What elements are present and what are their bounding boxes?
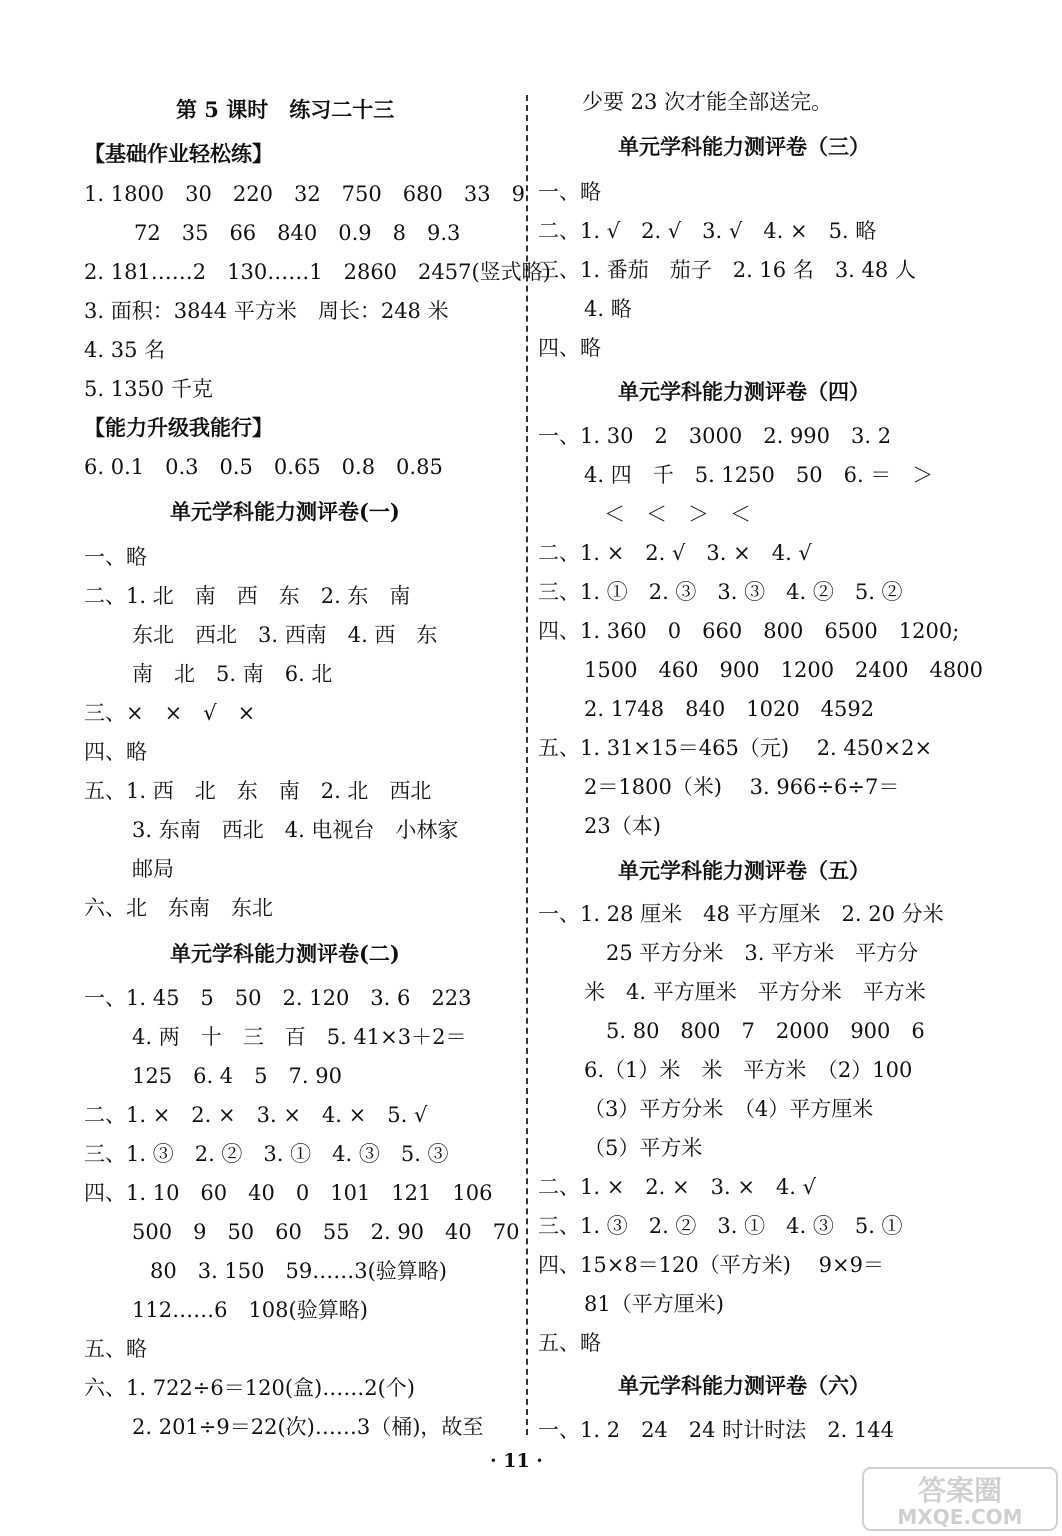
- answer-line: 四、略: [84, 740, 147, 764]
- answer-line: 邮局: [132, 857, 174, 881]
- answer-line: 一、略: [84, 545, 147, 569]
- section-title: 单元学科能力测评卷（三）: [618, 134, 870, 159]
- answer-line: 南 北 5. 南 6. 北: [132, 662, 333, 686]
- answer-line: 四、1. 10 60 40 0 101 121 106: [84, 1181, 493, 1205]
- answer-line: 二、1. × 2. × 3. × 4. × 5. √: [84, 1103, 428, 1127]
- answer-line: 6. 0.1 0.3 0.5 0.65 0.8 0.85: [84, 455, 443, 479]
- section-title: 单元学科能力测评卷（六）: [618, 1373, 870, 1398]
- answer-line: 5. 1350 千克: [84, 377, 213, 401]
- answer-line: 2. 1748 840 1020 4592: [584, 697, 875, 721]
- section-title: 单元学科能力测评卷（四）: [618, 379, 870, 404]
- answer-line: 六、1. 722÷6＝120(盒)……2(个): [84, 1376, 415, 1400]
- answer-line: 二、1. × 2. √ 3. × 4. √: [538, 541, 812, 565]
- answer-line: 四、1. 360 0 660 800 6500 1200;: [538, 619, 960, 643]
- answer-line: ＜ ＜ ＞ ＜: [604, 502, 751, 526]
- answer-line: 6.（1）米 米 平方米 （2）100: [584, 1058, 913, 1082]
- answer-line: 二、1. 北 南 西 东 2. 东 南: [84, 584, 411, 608]
- answer-line: 125 6. 4 5 7. 90: [132, 1064, 342, 1088]
- answer-line: 1500 460 900 1200 2400 4800: [584, 658, 983, 682]
- answer-line: 三、1. ③ 2. ② 3. ① 4. ③ 5. ③: [84, 1142, 449, 1166]
- watermark-logo: [862, 1466, 1058, 1532]
- answer-line: 五、1. 西 北 东 南 2. 北 西北: [84, 779, 432, 803]
- answer-line: 一、1. 28 厘米 48 平方厘米 2. 20 分米: [538, 902, 944, 926]
- answer-line: 少要 23 次才能全部送完。: [582, 90, 833, 114]
- answer-line: 1. 1800 30 220 32 750 680 33 9: [84, 182, 525, 206]
- answer-line: 东北 西北 3. 西南 4. 西 东: [132, 623, 438, 647]
- page-number: · 11 ·: [490, 1450, 543, 1472]
- answer-line: 4. 两 十 三 百 5. 41×3＋2＝: [132, 1025, 467, 1049]
- answer-line: 81（平方厘米): [584, 1292, 724, 1316]
- section-title: 单元学科能力测评卷（五）: [618, 858, 870, 883]
- answer-line: 2. 181……2 130……1 2860 2457(竖式略): [84, 260, 551, 284]
- answer-line: 25 平方分米 3. 平方米 平方分: [606, 941, 919, 965]
- answer-line: 500 9 50 60 55 2. 90 40 70: [132, 1220, 520, 1244]
- answer-line: 2＝1800（米) 3. 966÷6÷7＝: [584, 775, 900, 799]
- answer-line: 五、略: [538, 1331, 601, 1355]
- answer-line: 一、1. 2 24 24 时计时法 2. 144: [538, 1418, 894, 1442]
- answer-line: 5. 80 800 7 2000 900 6: [606, 1019, 925, 1043]
- answer-line: 112……6 108(验算略): [132, 1298, 368, 1322]
- answer-line: 一、略: [538, 180, 601, 204]
- answer-line: 一、1. 30 2 3000 2. 990 3. 2: [538, 424, 892, 448]
- answer-line: 72 35 66 840 0.9 8 9.3: [134, 221, 461, 245]
- answer-line: 23（本): [584, 814, 661, 838]
- answer-line: 4. 略: [584, 297, 632, 321]
- answer-line: 三、× × √ ×: [84, 701, 256, 725]
- section-title: 单元学科能力测评卷(一): [170, 499, 400, 524]
- lesson-title: 第 5 课时 练习二十三: [176, 97, 395, 122]
- answer-line: 2. 201÷9＝22(次)……3（桶)，故至: [132, 1415, 484, 1439]
- answer-line: 80 3. 150 59……3(验算略): [150, 1259, 447, 1283]
- basic-header: 【基础作业轻松练】: [84, 141, 273, 166]
- answer-line: （5）平方米: [584, 1136, 703, 1160]
- answer-line: 二、1. √ 2. √ 3. √ 4. × 5. 略: [538, 219, 877, 243]
- answer-line: 六、北 东南 东北: [84, 896, 273, 920]
- answer-line: 3. 面积：3844 平方米 周长：248 米: [84, 299, 449, 323]
- answer-line: 四、15×8＝120（平方米) 9×9＝: [538, 1253, 884, 1277]
- watermark-top: 答案圈: [917, 1474, 1003, 1507]
- answer-line: 三、1. 番茄 茄子 2. 16 名 3. 48 人: [538, 258, 916, 282]
- answer-line: 五、略: [84, 1337, 147, 1361]
- answer-line: （3）平方分米 （4）平方厘米: [584, 1097, 874, 1121]
- section-title: 单元学科能力测评卷(二): [170, 941, 400, 966]
- answer-line: 4. 35 名: [84, 338, 166, 362]
- ability-header: 【能力升级我能行】: [84, 415, 273, 440]
- answer-line: 四、略: [538, 336, 601, 360]
- answer-line: 三、1. ① 2. ③ 3. ③ 4. ② 5. ②: [538, 580, 903, 604]
- answer-line: 五、1. 31×15＝465（元) 2. 450×2×: [538, 736, 933, 760]
- answer-line: 4. 四 千 5. 1250 50 6. ＝ ＞: [584, 463, 934, 487]
- answer-line: 一、1. 45 5 50 2. 120 3. 6 223: [84, 986, 472, 1010]
- watermark-bottom: MXQE.COM: [897, 1505, 1023, 1529]
- answer-line: 三、1. ③ 2. ② 3. ① 4. ③ 5. ①: [538, 1214, 903, 1238]
- column-divider: [526, 95, 528, 1435]
- answer-line: 米 4. 平方厘米 平方分米 平方米: [584, 980, 926, 1004]
- answer-line: 3. 东南 西北 4. 电视台 小林家: [132, 818, 459, 842]
- answer-line: 二、1. × 2. × 3. × 4. √: [538, 1175, 817, 1199]
